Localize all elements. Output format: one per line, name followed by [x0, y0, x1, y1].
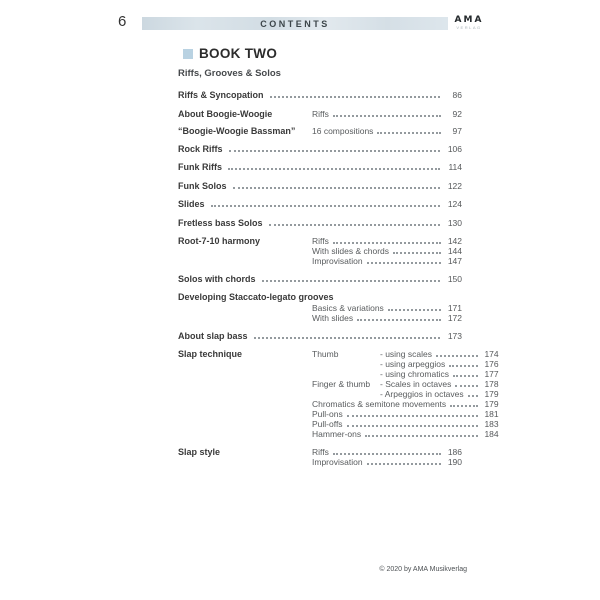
dot-leader [367, 262, 441, 264]
toc-sublist [312, 447, 462, 467]
toc-page-number: 144 [447, 246, 462, 256]
dot-leader [233, 187, 440, 189]
toc-page-number: 97 [452, 126, 462, 136]
toc-row [178, 90, 462, 101]
toc-page-number: 176 [484, 359, 499, 369]
dot-leader [228, 168, 440, 170]
toc-subentry-label: Riffs [312, 446, 329, 457]
toc-subentry-label: - Scales in octaves [380, 379, 452, 389]
toc-entry-label: Rock Riffs [178, 143, 223, 154]
toc-subrow [312, 409, 499, 419]
toc-subrow [312, 349, 499, 359]
toc-group [178, 126, 462, 136]
toc-subrow [312, 246, 462, 256]
toc-subrow [312, 303, 462, 313]
toc-subrow [312, 457, 462, 467]
toc-page-number: 173 [447, 330, 462, 341]
toc-subentry-label: Pull-offs [312, 419, 343, 429]
toc-page-number: 86 [452, 90, 462, 100]
toc-entry-label: Slap style [178, 446, 221, 457]
toc-subrow [312, 359, 499, 369]
toc-entry-label: Funk Riffs [178, 162, 222, 172]
toc-list [178, 90, 499, 474]
toc-group [178, 236, 462, 266]
toc-row [178, 274, 462, 285]
toc-subrow [312, 389, 499, 399]
copyright-notice: © 2020 by AMA Musikverlag [379, 566, 467, 573]
ama-logo-text: AMA [454, 15, 484, 25]
book-heading [183, 46, 277, 61]
toc-group [178, 292, 462, 323]
toc-page-number: 183 [484, 419, 499, 429]
toc-page-number: 92 [452, 108, 462, 119]
toc-subtab: Thumb [312, 349, 339, 359]
toc-group [178, 447, 462, 467]
toc-subentry-label: - Arpeggios in octaves [380, 389, 464, 399]
toc-subrow [312, 419, 499, 429]
toc-subrow [312, 109, 462, 119]
toc-subentry-label: Improvisation [312, 456, 363, 467]
toc-page-number: 171 [447, 303, 462, 313]
toc-entry-label: About Boogie-Woogie [178, 108, 273, 119]
toc-row [178, 144, 462, 155]
toc-sublist [312, 303, 462, 323]
toc-entry-label: Funk Solos [178, 180, 227, 191]
toc-page-number: 179 [484, 399, 499, 409]
toc-subentry-label: Riffs [312, 236, 329, 246]
dot-leader [229, 150, 440, 152]
toc-subrow [312, 313, 462, 323]
toc-page-number: 122 [447, 180, 462, 191]
dot-leader [388, 309, 441, 311]
toc-subentry-label: 16 compositions [312, 126, 374, 136]
toc-entry-label: Solos with chords [178, 273, 256, 284]
dot-leader [450, 405, 477, 407]
toc-page-number: 174 [484, 349, 499, 359]
toc-subtab: Finger & thumb [312, 379, 371, 389]
toc-page-number: 181 [484, 409, 499, 419]
book-subtitle: Riffs, Grooves & Solos [178, 68, 281, 79]
toc-row [178, 181, 462, 192]
toc-page-number: 172 [447, 313, 462, 323]
toc-page-number: 106 [447, 143, 462, 154]
contents-header-title: CONTENTS [260, 18, 330, 29]
toc-page-number: 124 [447, 199, 462, 209]
toc-page-number: 130 [447, 217, 462, 228]
toc-page-number: 190 [447, 456, 462, 467]
dot-leader [333, 115, 441, 117]
toc-subentry-label: - using arpeggios [380, 359, 446, 369]
square-bullet-icon [183, 49, 193, 59]
toc-page-number: 179 [484, 389, 499, 399]
dot-leader [393, 252, 441, 254]
toc-page-number: 114 [448, 162, 462, 172]
toc-page-number: 150 [447, 273, 462, 284]
dot-leader [262, 280, 440, 282]
toc-entry-label: Fretless bass Solos [178, 217, 263, 228]
toc-entry-label: Riffs & Syncopation [178, 90, 264, 100]
toc-row [178, 218, 462, 229]
dot-leader [254, 337, 440, 339]
toc-subentry-label: Hammer-ons [312, 429, 362, 439]
toc-page-number: 142 [447, 236, 462, 246]
toc-subentry-label: Improvisation [312, 256, 363, 266]
toc-sublist [312, 236, 462, 266]
toc-subentry-label: - using chromatics [380, 369, 449, 379]
toc-group [178, 109, 462, 119]
toc-subentry-label: With slides & chords [312, 246, 389, 256]
dot-leader [333, 453, 441, 455]
toc-sublist [312, 349, 499, 439]
toc-entry-label: About slap bass [178, 330, 248, 341]
toc-subrow [312, 447, 462, 457]
toc-sublist [312, 126, 462, 136]
dot-leader [347, 425, 478, 427]
toc-subentry-label: - using scales [380, 349, 432, 359]
toc-subentry-label: Chromatics & semitone movements [312, 399, 447, 409]
toc-page-number: 147 [447, 256, 462, 266]
dot-leader [449, 365, 477, 367]
toc-group [178, 349, 499, 439]
toc-row [178, 331, 462, 342]
dot-leader [347, 415, 478, 417]
toc-subrow [312, 399, 499, 409]
book-title: BOOK TWO [199, 46, 278, 61]
dot-leader [211, 205, 440, 207]
toc-entry-label: “Boogie-Woogie Bassman” [178, 126, 296, 136]
toc-subentry-label: With slides [312, 313, 354, 323]
toc-subrow [312, 126, 462, 136]
toc-page-number: 177 [484, 369, 499, 379]
toc-page-number: 184 [484, 429, 499, 439]
dot-leader [357, 319, 441, 321]
ama-logo [452, 16, 486, 30]
dot-leader [269, 224, 440, 226]
dot-leader [270, 96, 440, 98]
toc-subrow [312, 429, 499, 439]
ama-logo-subtext: VERLAG [456, 25, 482, 30]
toc-row [178, 199, 462, 210]
toc-entry-label: Slap technique [178, 349, 243, 359]
dot-leader [455, 385, 477, 387]
toc-subrow [312, 256, 462, 266]
dot-leader [367, 463, 441, 465]
dot-leader [436, 355, 478, 357]
toc-subentry-label: Basics & variations [312, 303, 384, 313]
toc-subentry-label: Pull-ons [312, 409, 343, 419]
dot-leader [333, 242, 441, 244]
toc-page-number: 178 [484, 379, 499, 389]
toc-subrow [312, 236, 462, 246]
toc-subrow [312, 369, 499, 379]
toc-entry-label: Developing Staccato-legato grooves [178, 292, 334, 302]
toc-page-number: 186 [447, 446, 462, 457]
toc-subentry-label: Riffs [312, 108, 329, 119]
dot-leader [468, 395, 478, 397]
dot-leader [377, 132, 441, 134]
toc-sublist [312, 109, 462, 119]
dot-leader [453, 375, 478, 377]
toc-entry-label: Slides [178, 199, 205, 209]
toc-subrow [312, 379, 499, 389]
contents-header-bar [142, 17, 448, 30]
toc-entry-label: Root-7-10 harmony [178, 236, 261, 246]
page-number: 6 [118, 13, 127, 30]
dot-leader [365, 435, 478, 437]
toc-row [178, 162, 462, 173]
